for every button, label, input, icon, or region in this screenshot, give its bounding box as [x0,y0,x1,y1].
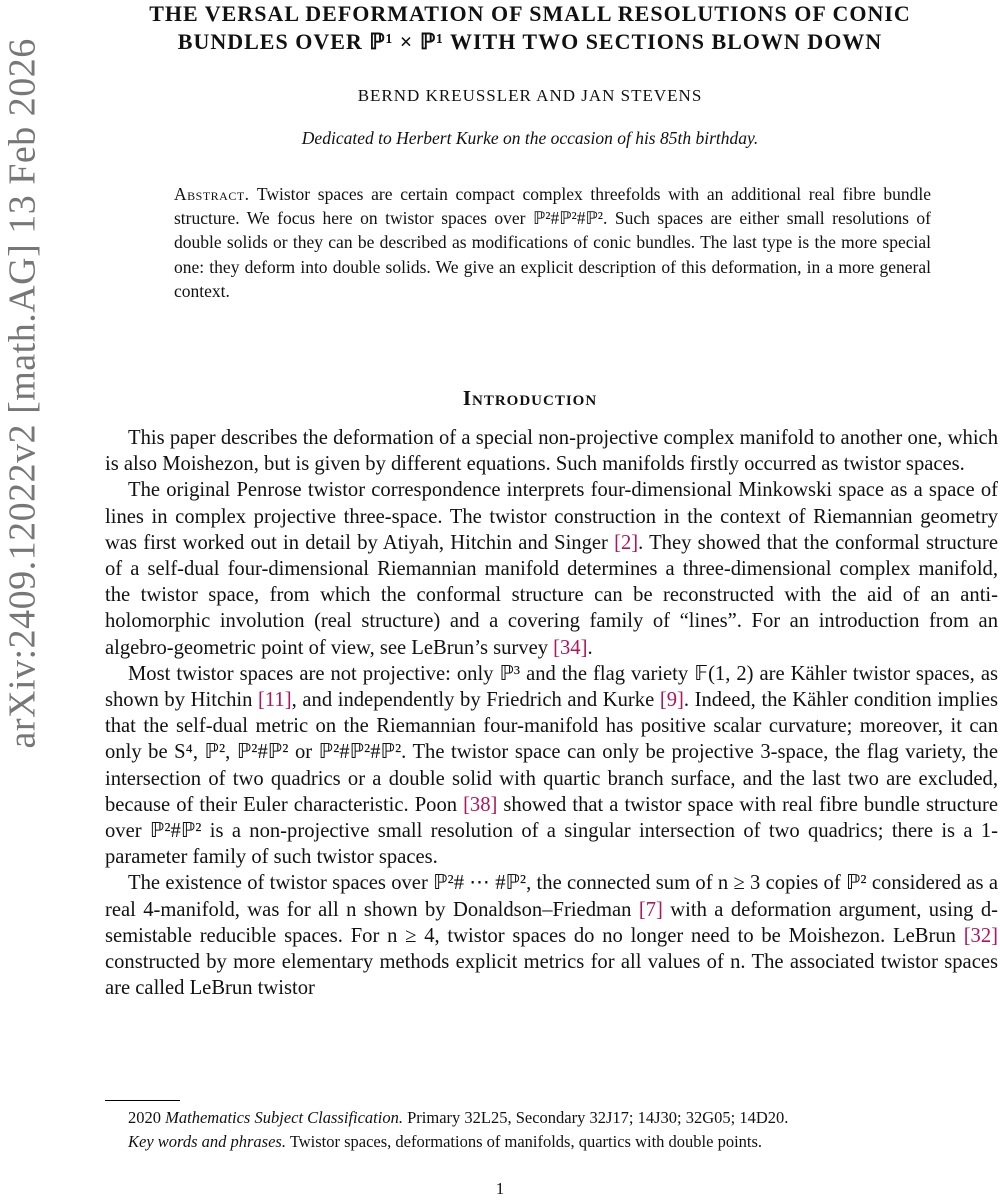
title-line-2: BUNDLES OVER ℙ¹ × ℙ¹ WITH TWO SECTIONS BLOWN DOWN [177,29,883,54]
keywords-text: Twistor spaces, deformations of manifolds, quartics with double points. [289,1132,763,1151]
msc-text: Primary 32L25, Secondary 32J17; 14J30; 32G05; 14D20. [407,1108,789,1127]
keywords-label: Key words and phrases. [128,1132,286,1151]
paragraph-4 [105,870,998,1001]
footnotes [105,1106,998,1154]
paragraph-text: with a deformation argument, using d-semistable reducible spaces. For n ≥ 4, twistor spaces do no longer need to be Moishezon. LeBrun [105,898,998,947]
paragraph-text: This paper describes the deformation of a special non-projective complex manifold to another one, which is also Moishezon, but is given by different equations. Such manifolds firstly occurred as twistor spaces. [105,427,998,476]
paragraph-text: , and independently by Friedrich and Kurke [291,689,660,712]
paragraph-text: The original Penrose twistor correspondence interprets four-dimensional Minkowski space as a space of lines in complex projective three-space. The twistor construction in the context of Riemannian geometry was first worked out in detail by Atiyah, Hitchin and Singer [105,479,998,554]
page-number: 1 [495,1179,505,1198]
msc-year: 2020 [128,1108,161,1127]
paragraph-1 [105,425,998,477]
paragraph-text: showed that a twistor space with real fibre bundle structure over ℙ²#ℙ² is a non-projective small resolution of a singular intersection of two quadrics; there is a 1-parameter family of such twistor spaces. [105,793,998,869]
msc-label: Mathematics Subject Classification. [165,1108,403,1127]
citation-link[interactable]: [34] [553,636,588,659]
citation-link[interactable]: [38] [463,793,498,816]
footnote-keywords [105,1130,998,1154]
paragraph-text: The existence of twistor spaces over ℙ²# ⋯ #ℙ², the connected sum of n ≥ 3 copies of ℙ² considered as a real 4-manifold, was for all n shown by Donaldson–Friedman [105,872,998,921]
paragraph-2 [105,477,998,660]
introduction-body [105,425,998,1001]
paragraph-text: constructed by more elementary methods explicit metrics for all values of n. The associated twistor spaces are called LeBrun twistor [105,951,998,1000]
footnote-divider [105,1100,180,1101]
citation-link[interactable]: [7] [638,898,663,921]
paper-title [100,0,960,56]
abstract-heading: Abstract. [174,184,250,204]
dedication: Dedicated to Herbert Kurke on the occasion of his 85th birthday. [301,128,759,148]
citation-link[interactable]: [9] [659,689,684,712]
paragraph-text: . [587,636,593,659]
paragraph-3 [105,661,998,871]
section-heading-introduction: Introduction [462,386,598,410]
title-line-1: THE VERSAL DEFORMATION OF SMALL RESOLUTIONS OF CONIC [149,1,911,26]
footnote-msc [105,1106,998,1130]
paragraph-text: . They showed that the conformal structure of a self-dual four-dimensional Riemannian manifold determines a three-dimensional complex manifold, the twistor space, from which the conformal structure can be reconstructed with the aid of an anti-holomorphic involution (real structure) and a covering family of “lines”. For an introduction from an algebro-geometric point of view, see LeBrun’s survey [105,531,998,659]
paragraph-text: Most twistor spaces are not projective: only ℙ³ and the flag variety 𝔽(1, 2) are Kähler twistor spaces, as shown by Hitchin [105,662,998,712]
abstract [174,182,931,303]
citation-link[interactable]: [2] [614,531,639,554]
abstract-text: Twistor spaces are certain compact complex threefolds with an additional real fibre bundle structure. We focus here on twistor spaces over ℙ²#ℙ²#ℙ². Such spaces are either small resolutions of double solids or they can be described as modifications of conic bundles. The last type is the more special one: they deform into double solids. We give an explicit description of this deformation, in a more general context. [174,184,931,301]
citation-link[interactable]: [32] [963,924,998,947]
author-list: BERND KREUSSLER AND JAN STEVENS [357,86,703,105]
arxiv-margin-stamp: arXiv:2409.12022v2 [math.AG] 13 Feb 2026 [1,38,44,749]
paragraph-text: . Indeed, the Kähler condition implies that the self-dual metric on the Riemannian four-manifold has positive scalar curvature; moreover, it can only be S⁴, ℙ², ℙ²#ℙ² or ℙ²#ℙ²#ℙ². The twistor space can only be projective 3-space, the flag variety, the intersection of two quadrics or a double solid with quartic branch surface, and the last two are excluded, because of their Euler characteristic. Poon [105,689,998,816]
citation-link[interactable]: [11] [258,689,292,712]
